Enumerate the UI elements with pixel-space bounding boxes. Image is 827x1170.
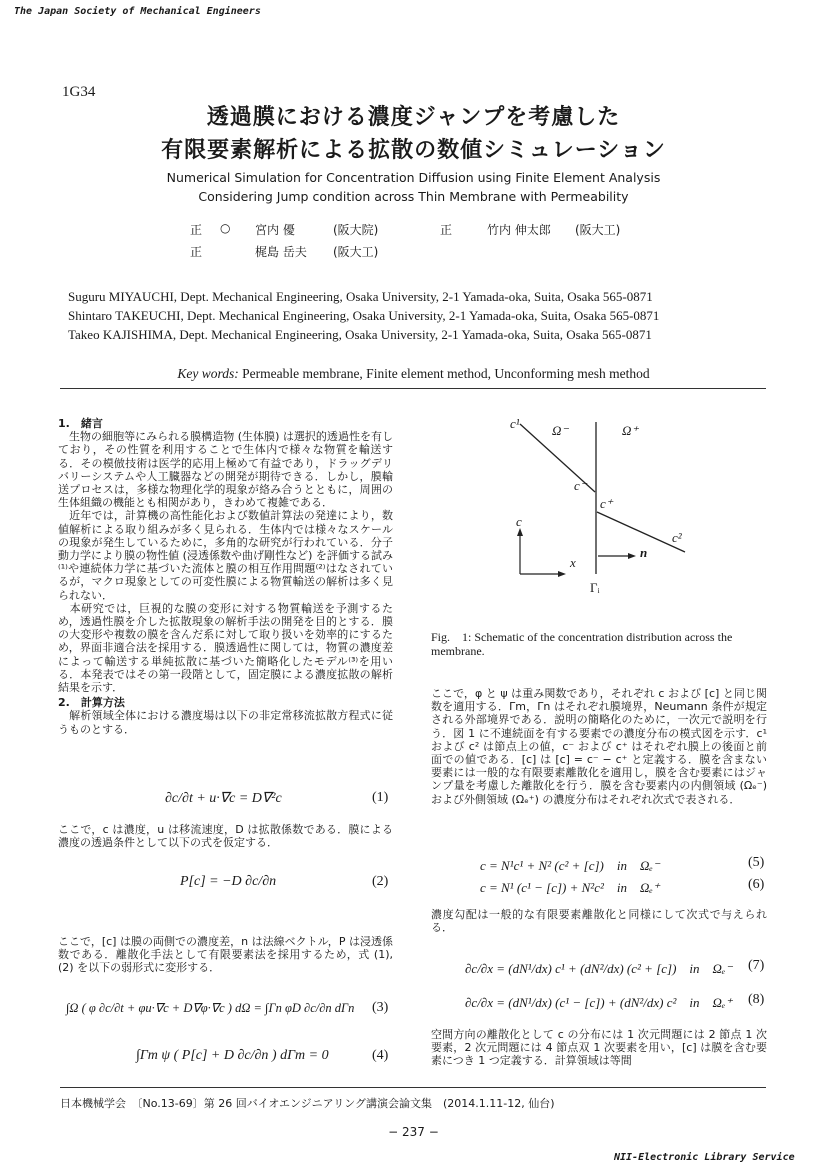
equation-2: P[c] = −D ∂c/∂n <box>180 874 277 889</box>
author-1-role: 正 <box>190 223 203 237</box>
left-column <box>58 417 393 736</box>
equation-4-number: (4) <box>372 1048 389 1063</box>
equation-2-number: (2) <box>372 874 389 889</box>
section-2-title: 2. 計算方法 <box>58 696 125 710</box>
paragraph: ここで，c は濃度，u は移流速度，D は拡散係数である．膜による濃度の透過条件として以下の式を仮定する． <box>58 823 393 850</box>
equation-6: c = N¹ (c¹ − [c]) + N²c² in Ωₑ⁺ <box>480 880 660 895</box>
equation-3-number: (3) <box>372 1000 389 1015</box>
paragraph: 近年では，計算機の高性能化および数値計算法の発達により，数値解析による取り組みが多く見られる．生体内では様々なスケールの現象が発生しているために，多角的な研究が行われている．分子動力学により膜の物性値 (浸透係数や曲げ剛性など) を評価する試み⁽¹⁾や連続体力学に基づいた流体と膜の相互作用問題⁽²⁾はなされているが，マクロ現象としての可変性膜による物質輸送の解析は多く見られない． <box>58 509 393 602</box>
label-c1: c¹ <box>510 416 520 431</box>
equation-1-number: (1) <box>372 790 389 805</box>
footer-rule <box>60 1087 766 1088</box>
affiliation-line: Suguru MIYAUCHI, Dept. Mechanical Engineering, Osaka University, 2-1 Yamada-oka, Suita, Osaka 565-0871 <box>68 289 653 304</box>
figure-1-caption: Fig. 1: Schematic of the concentration distribution across the membrane. <box>431 630 733 658</box>
affiliation-line: Takeo KAJISHIMA, Dept. Mechanical Engineering, Osaka University, 2-1 Yamada-oka, Suita, Osaka 565-0871 <box>68 327 652 342</box>
title-jp-line1: 透過膜における濃度ジャンプを考慮した <box>206 105 621 130</box>
paragraph: 本研究では，巨視的な膜の変形に対する物質輸送を予測するため，透過性膜を介した拡散現象の解析手法の開発を目的とする．膜の大変形や複数の膜を含んだ系に対して取り扱いを効率的にするため，界面非適合法を採用する．膜透過性に関しては，物質の濃度差によって輸送する単純拡散に基づいた簡略化したモデル⁽³⁾を用いる．本発表ではその第一段階として，固定膜による濃度拡散の解析結果を示す． <box>58 601 393 695</box>
equation-7: ∂c/∂x = (dN¹/dx) c¹ + (dN²/dx) (c² + [c]) in Ωₑ⁻ <box>465 961 733 976</box>
keywords <box>0 366 827 382</box>
equation-4: ∫Γm ψ ( P[c] + D ∂c/∂n ) dΓm = 0 <box>136 1048 329 1063</box>
keywords-label: Key words: <box>177 366 239 381</box>
keywords-text: Permeable membrane, Finite element method, Unconforming mesh method <box>242 366 650 381</box>
equation-6-number: (6) <box>748 877 765 892</box>
x-axis-arrow <box>558 571 566 577</box>
label-c2: c² <box>672 530 682 545</box>
right-paragraph-3 <box>431 1028 767 1068</box>
author-3-role: 正 <box>190 245 203 259</box>
equation-5-number: (5) <box>748 855 765 870</box>
proceedings-footer: 日本機械学会 〔No.13-69〕第 26 回バイオエンジニアリング講演会論文集 (2014.1.11-12, 仙台) <box>60 1097 555 1110</box>
label-x-axis: x <box>570 555 576 570</box>
label-n: n <box>640 545 648 560</box>
equation-1: ∂c/∂t + u·∇c = D∇²c <box>165 791 282 806</box>
equation-7-number: (7) <box>748 958 765 973</box>
normal-vector-arrow <box>628 553 636 559</box>
paragraph: 空間方向の離散化として c の分布には 1 次元問題には 2 節点 1 次要素，2 次元問題には 4 節点双 1 次要素を用い，[c] は膜を含む要素につき 1 つ定義する．計算領域は等間 <box>431 1028 767 1068</box>
paragraph: ここで，[c] は膜の両側での濃度差，n は法線ベクトル，P は浸透係数である．離散化手法として有限要素法を採用するため，式 (1), (2) を以下の弱形式に変形する． <box>58 935 393 975</box>
paragraph: 濃度勾配は一般的な有限要素離散化と同様にして次式で与えられる． <box>431 908 767 935</box>
author-2-affil: (阪大工) <box>575 223 621 237</box>
keywords-rule <box>60 388 766 389</box>
label-omega-plus: Ω⁺ <box>622 423 639 438</box>
label-gamma: Γᵢ <box>590 580 600 595</box>
right-paragraph-2 <box>431 908 767 934</box>
equation-8: ∂c/∂x = (dN¹/dx) (c¹ − [c]) + (dN²/dx) c² in Ωₑ⁺ <box>465 995 733 1010</box>
author-3-name: 梶島 岳夫 <box>255 245 307 259</box>
author-3-affil: (阪大工) <box>333 245 379 259</box>
author-2-role: 正 <box>440 223 453 237</box>
left-paragraph-3 <box>58 935 393 975</box>
label-c-axis: c <box>516 514 522 529</box>
service-footer: NII-Electronic Library Service <box>614 1152 795 1163</box>
presenter-mark: ○ <box>220 221 231 235</box>
author-1-affil: (阪大院) <box>333 223 379 237</box>
equation-3: ∫Ω ( φ ∂c/∂t + φu·∇c + D∇φ·∇c ) dΩ = ∫Γn φD ∂c/∂n dΓn <box>66 1001 355 1015</box>
paragraph: ここで，φ と ψ は重み関数であり，それぞれ c および [c] と同じ関数を適用する．Γm，Γn はそれぞれ膜境界，Neumann 条件が規定される外部境界である．説明の簡略化のために，一次元で説明を行う．図 1 に不連続面を有する要素での濃度分布の模式図を示す．c¹ および c² は節点上の値，c⁻ および c⁺ はそれぞれ膜上の後面と前面での値である．[c] は [c] = c⁻ − c⁺ と定義する．膜を含まない要素には一般的な有限要素離散化を適用し，膜を含む要素にはジャンプ量を考慮した離散化を行う．膜を含む要素内の内側領域 (Ωₑ⁻) および外側領域 (Ωₑ⁺) の濃度分布はそれぞれ次式で表される． <box>431 687 767 806</box>
label-c-plus: c⁺ <box>600 496 613 511</box>
paragraph: 解析領域全体における濃度場は以下の非定常移流拡散方程式に従うものとする． <box>58 709 393 736</box>
section-1-title: 1. 緒言 <box>58 417 103 430</box>
paragraph: 生物の細胞等にみられる膜構造物 (生体膜) は選択的透過性を有しており，その性質を利用することで生体内で様々な物質を輸送する．その模倣技術は医学的応用上極めて有益であり，ドラッグデリバリーシステムや人工臓器などの開発が期待できる．しかし，膜輸送プロセスは，多様な物理化学的現象が絡み合うとともに，周囲の生体組織の機能とも相関があり，きわめて複雑である． <box>58 430 393 510</box>
title-en-line1: Numerical Simulation for Concentration Diffusion using Finite Element Analysis <box>166 170 661 185</box>
author-1-name: 宮内 優 <box>255 223 295 237</box>
affiliation-line: Shintaro TAKEUCHI, Dept. Mechanical Engineering, Osaka University, 2-1 Yamada-oka, Suita, Osaka 565-0871 <box>68 308 660 323</box>
right-paragraph-1 <box>431 687 767 806</box>
label-c-minus: c⁻ <box>574 478 587 493</box>
label-omega-minus: Ω⁻ <box>552 423 569 438</box>
society-header: The Japan Society of Mechanical Engineers <box>14 6 261 17</box>
page-number: − 237 − <box>388 1125 439 1139</box>
title-jp-line2: 有限要素解析による拡散の数値シミュレーション <box>161 138 666 163</box>
left-paragraph-2 <box>58 823 393 849</box>
author-2-name: 竹内 伸太郎 <box>487 223 551 237</box>
equation-8-number: (8) <box>748 992 765 1007</box>
equation-5: c = N¹c¹ + N² (c² + [c]) in Ωₑ⁻ <box>480 858 660 873</box>
paper-code: 1G34 <box>62 84 96 100</box>
title-en-line2: Considering Jump condition across Thin Membrane with Permeability <box>198 189 629 204</box>
